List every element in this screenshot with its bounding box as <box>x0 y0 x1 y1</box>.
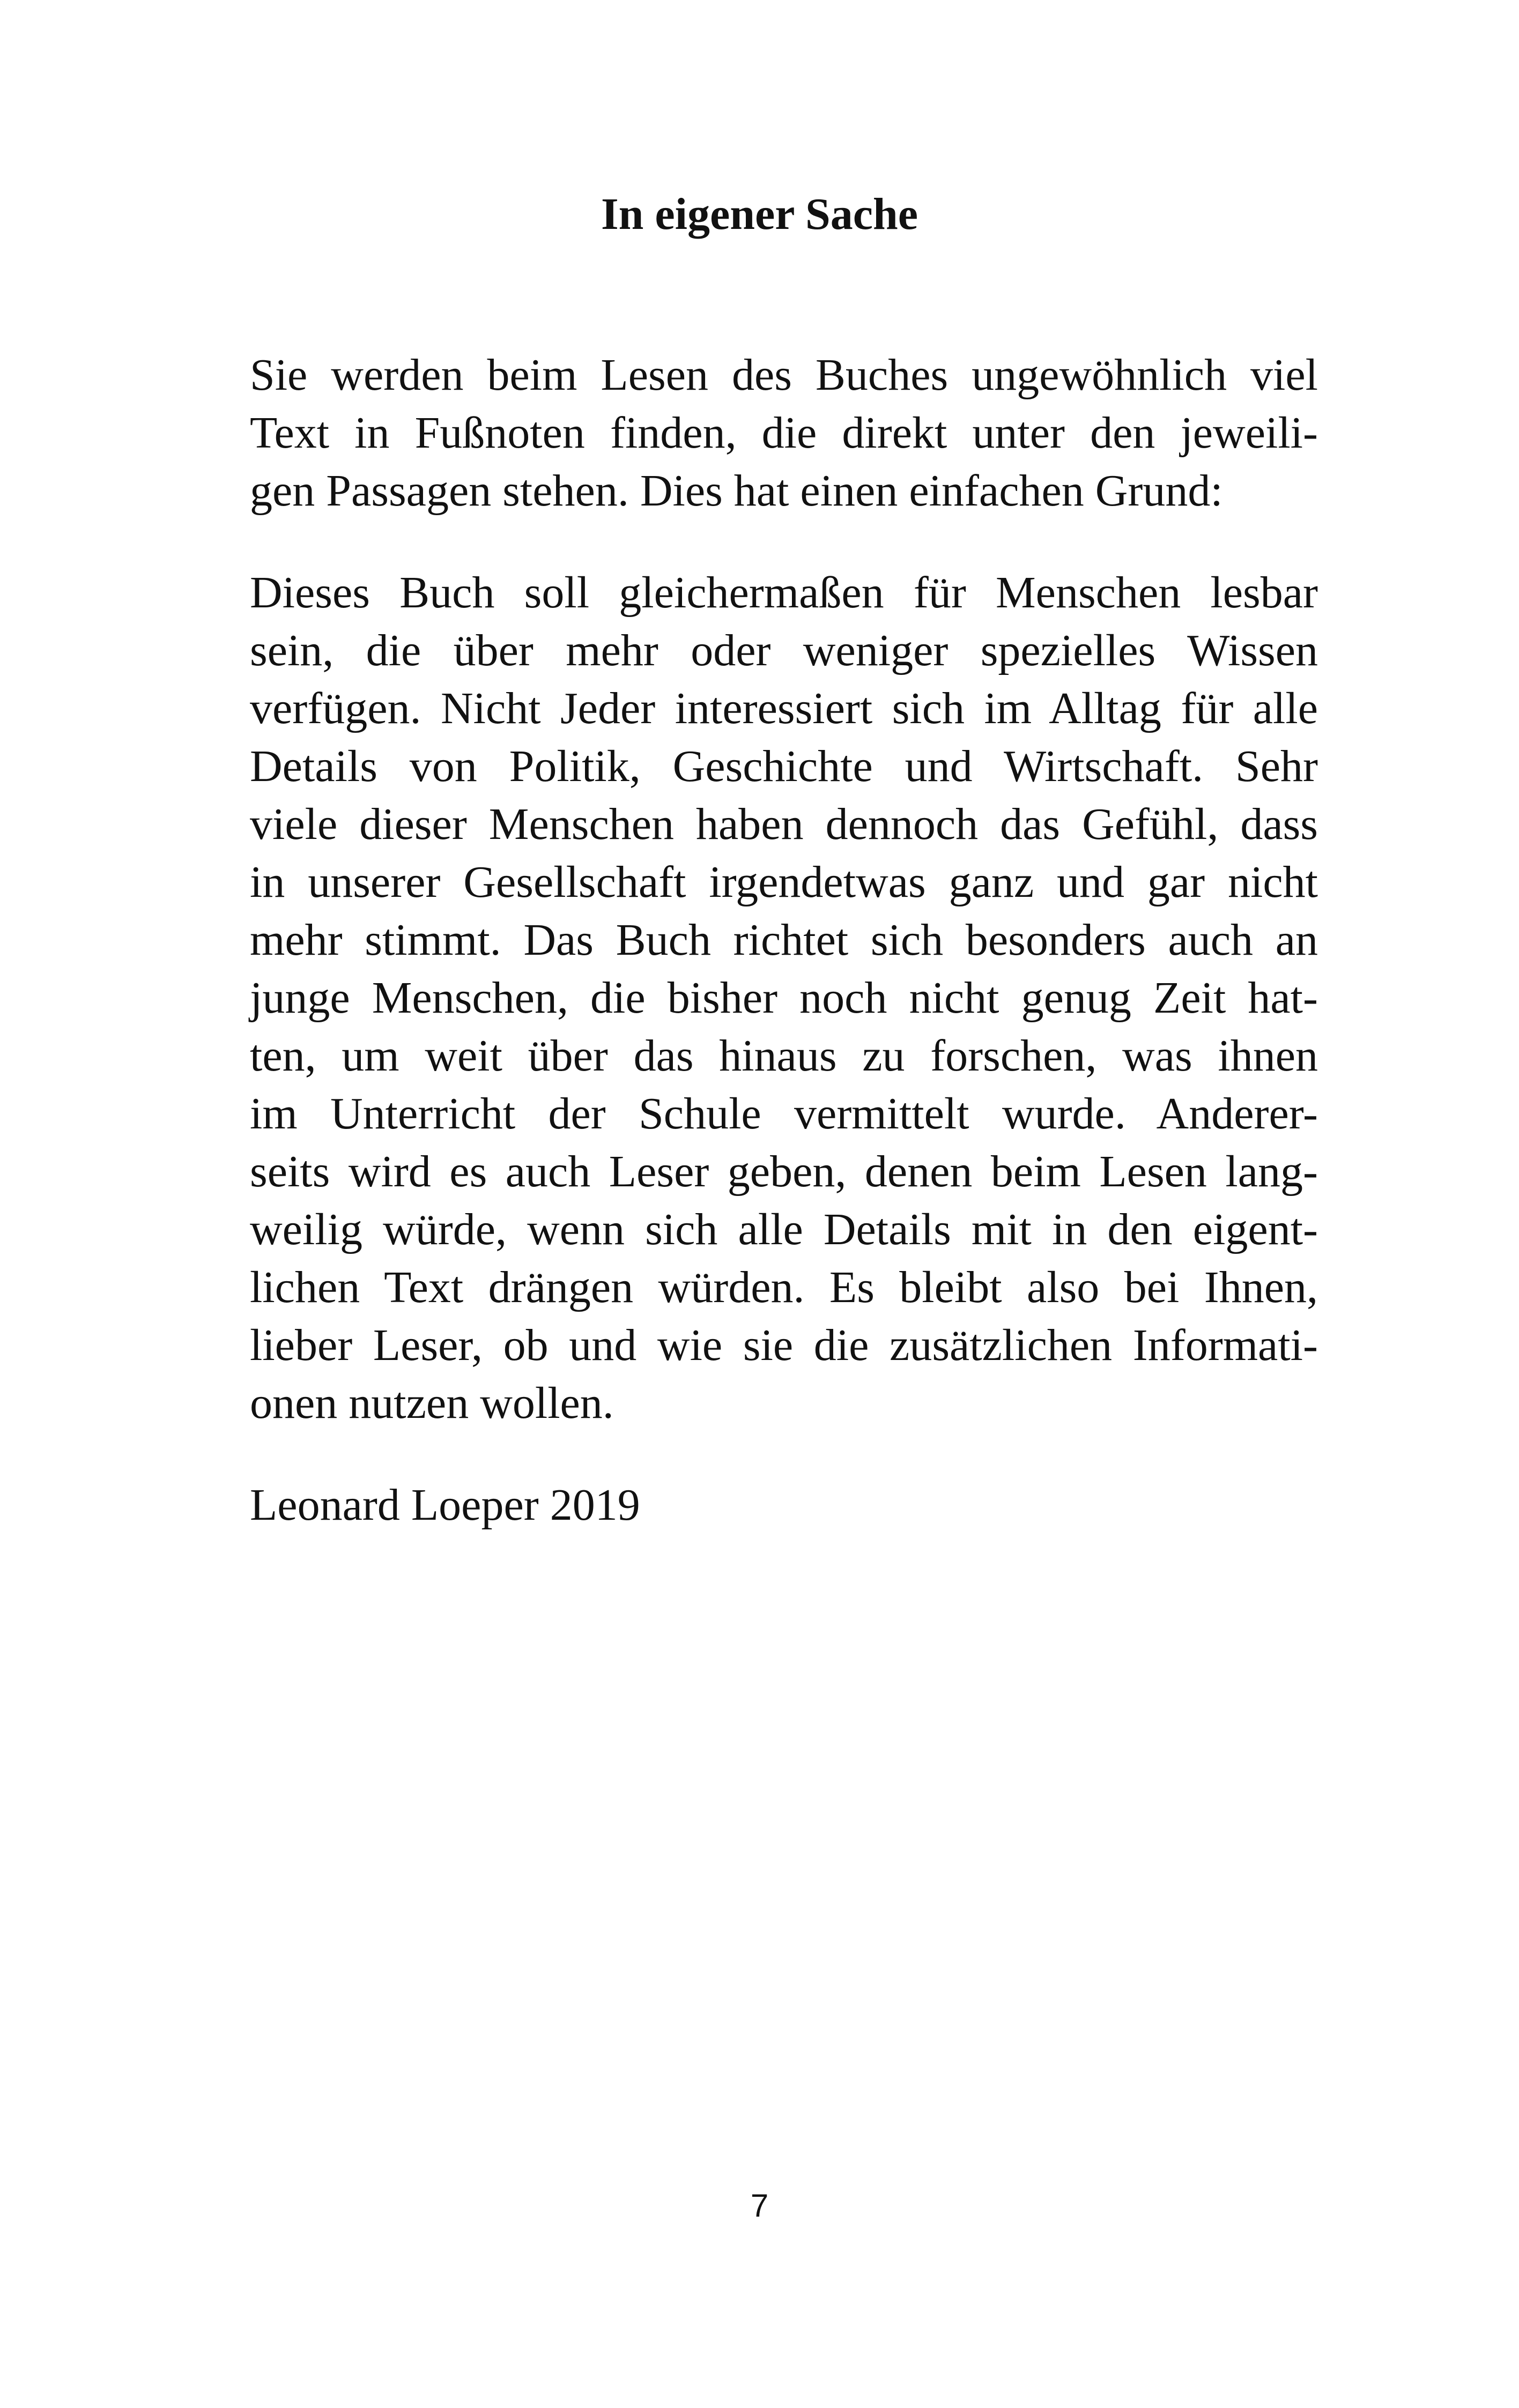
paragraph-explanation <box>250 564 1318 1432</box>
text-line: mehr stimmt. Das Buch richtet sich besonders auch an <box>250 915 1318 965</box>
text-line: onen nutzen wollen. <box>250 1378 614 1428</box>
text-line: seits wird es auch Leser geben, denen beim Lesen lang- <box>250 1147 1318 1196</box>
paragraph-spacer <box>250 1432 1318 1476</box>
text-line: Dieses Buch soll gleichermaßen für Menschen lesbar <box>250 568 1318 618</box>
page-title: In eigener Sache <box>601 189 918 239</box>
text-line: weilig würde, wenn sich alle Details mit in den eigent- <box>250 1205 1318 1254</box>
text-line: im Unterricht der Schule vermittelt wurde. Anderer- <box>250 1089 1318 1139</box>
paragraph-spacer <box>250 520 1318 564</box>
text-line: in unserer Gesellschaft irgendetwas ganz und gar nicht <box>250 857 1318 907</box>
text-line: viele dieser Menschen haben dennoch das Gefühl, dass <box>250 799 1318 849</box>
page-number: 7 <box>750 2188 769 2224</box>
paragraph-intro <box>250 346 1318 520</box>
text-line: verfügen. Nicht Jeder interessiert sich im Alltag für alle <box>250 683 1318 733</box>
text-line: Details von Politik, Geschichte und Wirtschaft. Sehr <box>250 741 1318 791</box>
text-line: Sie werden beim Lesen des Buches ungewöhnlich viel <box>250 350 1318 400</box>
text-line: lichen Text drängen würden. Es bleibt also bei Ihnen, <box>250 1262 1318 1312</box>
text-line: sein, die über mehr oder weniger spezielles Wissen <box>250 626 1318 675</box>
text-line: junge Menschen, die bisher noch nicht genug Zeit hat- <box>250 973 1318 1023</box>
text-line: Text in Fußnoten finden, die direkt unter den jeweili- <box>250 408 1318 458</box>
author-signature: Leonard Loeper 2019 <box>250 1480 640 1530</box>
text-line: gen Passagen stehen. Dies hat einen einfachen Grund: <box>250 466 1223 516</box>
text-line: ten, um weit über das hinaus zu forschen, was ihnen <box>250 1031 1318 1081</box>
body-text <box>250 346 1318 1534</box>
text-line: lieber Leser, ob und wie sie die zusätzlichen Informati- <box>250 1320 1318 1370</box>
